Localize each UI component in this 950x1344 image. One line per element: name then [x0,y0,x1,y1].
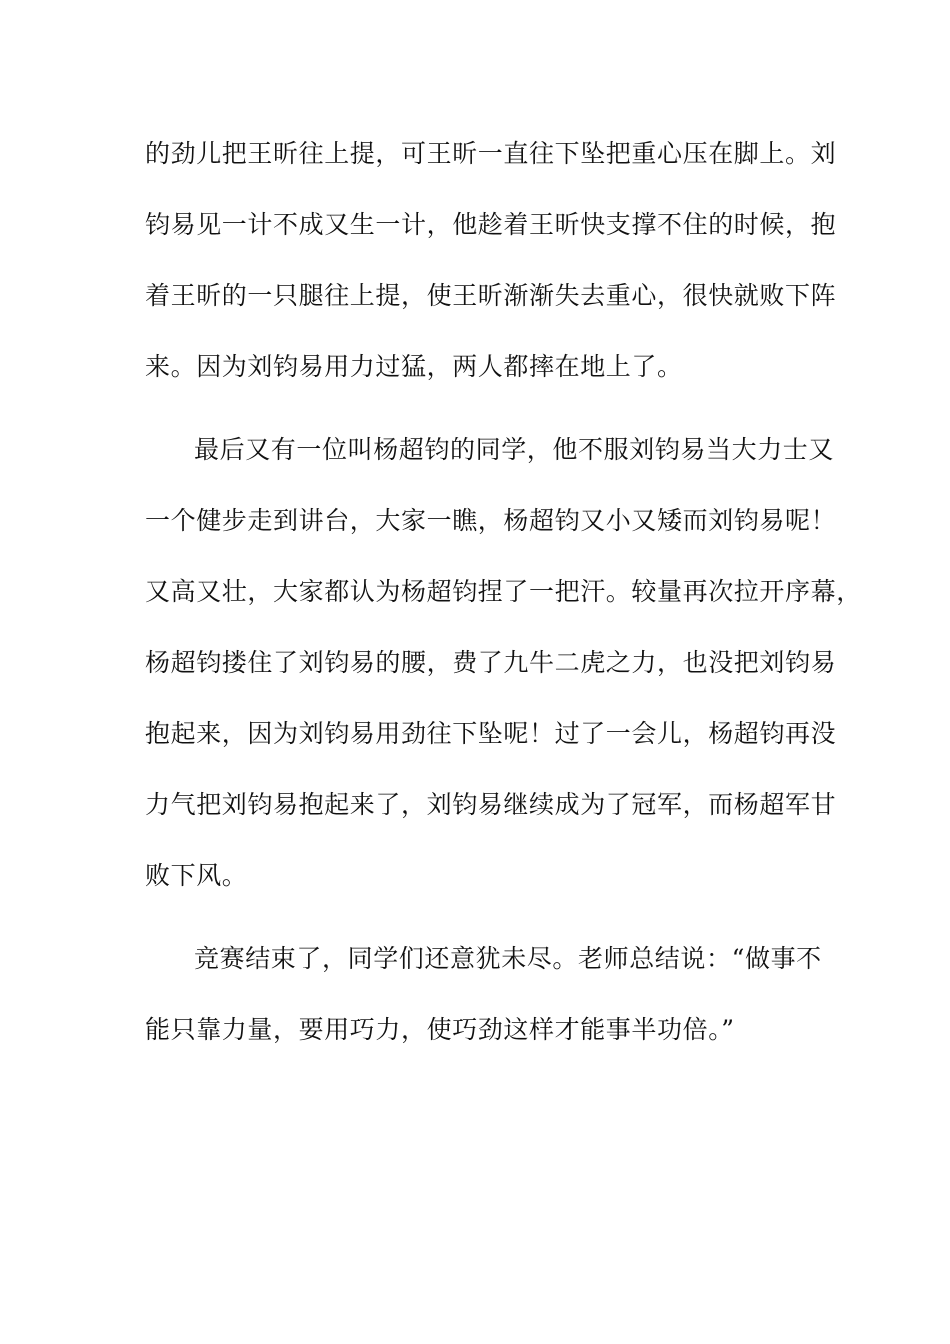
paragraph-2-line-4: 杨超钧搂住了刘钧易的腰，费了九牛二虎之力，也没把刘钧易 [145,648,837,677]
paragraph-2-line-7: 败下风。 [145,861,248,890]
paragraph-2-line-2: 一个健步走到讲台，大家一瞧，杨超钧又小又矮而刘钧易呢！ [145,506,837,535]
paragraph-2-line-1: 最后又有一位叫杨超钧的同学，他不服刘钧易当大力士又 [194,435,835,464]
paragraph-1-line-3: 着王昕的一只腿往上提，使王昕渐渐失去重心，很快就败下阵 [145,281,837,310]
paragraph-3-line-1: 竞赛结束了，同学们还意犹未尽。老师总结说：“做事不 [194,944,822,973]
paragraph-2-line-5: 抱起来，因为刘钧易用劲往下坠呢！过了一会儿，杨超钧再没 [145,719,837,748]
paragraph-2-line-3: 又高又壮，大家都认为杨超钧捏了一把汗。较量再次拉开序幕， [145,577,862,606]
paragraph-2-line-6: 力气把刘钧易抱起来了，刘钧易继续成为了冠军，而杨超军甘 [145,790,837,819]
paragraph-1-line-2: 钧易见一计不成又生一计，他趁着王昕快支撑不住的时候，抱 [145,210,837,239]
paragraph-1-line-4: 来。因为刘钧易用力过猛，两人都摔在地上了。 [145,352,683,381]
paragraph-3-line-2: 能只靠力量，要用巧力，使巧劲这样才能事半功倍。” [145,1015,735,1044]
paragraph-1-line-1: 的劲儿把王昕往上提，可王昕一直往下坠把重心压在脚上。刘 [145,139,837,168]
